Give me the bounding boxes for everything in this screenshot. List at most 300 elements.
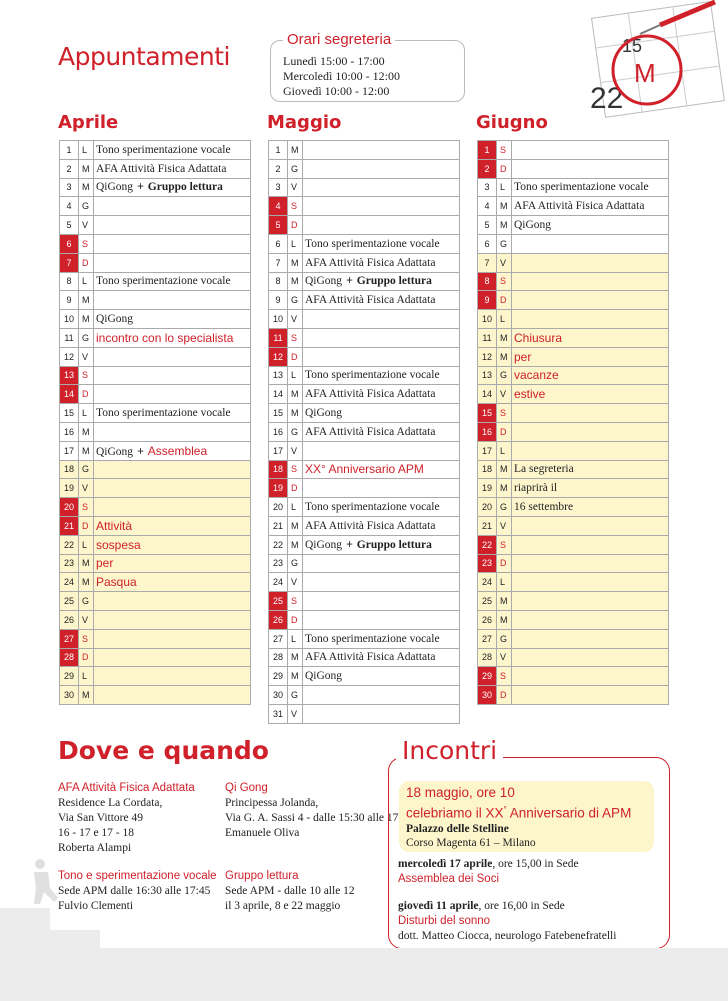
day-letter: D <box>288 347 303 366</box>
day-letter: M <box>79 554 94 573</box>
day-letter: D <box>79 648 94 667</box>
day-letter: G <box>79 197 94 216</box>
day-number: 21 <box>269 516 288 535</box>
plus-sign: + <box>346 538 353 551</box>
calendar-row <box>478 460 669 479</box>
calendar-row <box>478 272 669 291</box>
day-letter: V <box>288 310 303 329</box>
day-number: 21 <box>60 516 79 535</box>
day-number: 18 <box>478 460 497 479</box>
info-heading: Qi Gong <box>225 782 268 794</box>
calendar-row <box>478 404 669 423</box>
calendar-row <box>269 272 460 291</box>
day-number: 24 <box>60 573 79 592</box>
event-text: AFA Attività Fisica Adattata <box>305 294 436 307</box>
day-event <box>512 328 669 347</box>
day-event <box>303 216 460 235</box>
day-letter: L <box>288 629 303 648</box>
day-number: 14 <box>478 385 497 404</box>
calendar-row <box>478 253 669 272</box>
event-text: XX° Anniversario APM <box>305 462 424 477</box>
day-event <box>512 441 669 460</box>
info-line: 16 - 17 e 17 - 18 <box>58 827 135 839</box>
day-number: 19 <box>60 479 79 498</box>
day-number: 27 <box>60 629 79 648</box>
info-line: Residence La Cordata, <box>58 797 163 809</box>
calendar-row <box>478 234 669 253</box>
calendar-row <box>478 422 669 441</box>
day-number: 1 <box>269 141 288 160</box>
office-hours-line: Mercoledì 10:00 - 12:00 <box>283 69 400 83</box>
office-hours-box <box>270 31 465 102</box>
calendar-june <box>477 140 669 705</box>
day-letter: M <box>288 667 303 686</box>
day-letter: L <box>79 272 94 291</box>
day-letter: S <box>288 592 303 611</box>
anniversary-venue: Palazzo delle Stelline <box>406 822 509 835</box>
calendar-row <box>60 272 251 291</box>
day-letter: D <box>288 216 303 235</box>
day-number: 2 <box>478 159 497 178</box>
calendar-row <box>60 610 251 629</box>
climbing-figure-icon <box>22 858 62 910</box>
event-sonno <box>398 899 616 944</box>
day-letter: V <box>497 253 512 272</box>
day-letter: M <box>79 686 94 705</box>
day-number: 21 <box>478 516 497 535</box>
day-number: 2 <box>269 159 288 178</box>
event-detail: dott. Matteo Ciocca, neurologo Fatebenefratelli <box>398 930 617 942</box>
day-number: 24 <box>269 573 288 592</box>
day-letter: D <box>497 686 512 705</box>
calendar-row <box>60 328 251 347</box>
day-number: 17 <box>60 441 79 460</box>
calendar-row <box>269 197 460 216</box>
day-event <box>512 310 669 329</box>
day-event <box>512 460 669 479</box>
day-letter: V <box>79 610 94 629</box>
calendar-row <box>60 422 251 441</box>
plus-sign: + <box>346 275 353 288</box>
day-number: 30 <box>269 686 288 705</box>
calendar-row <box>269 422 460 441</box>
step-decoration <box>50 930 100 955</box>
day-letter: V <box>288 441 303 460</box>
anniversary-text <box>406 784 631 850</box>
calendar-row <box>478 535 669 554</box>
info-heading: Gruppo lettura <box>225 870 299 882</box>
day-number: 26 <box>478 610 497 629</box>
day-number: 6 <box>478 234 497 253</box>
anniversary-date: 18 maggio, ore 10 <box>406 785 515 800</box>
event-text: vacanze <box>514 368 559 383</box>
day-letter: D <box>497 422 512 441</box>
day-event <box>512 422 669 441</box>
day-number: 20 <box>269 498 288 517</box>
calendar-row <box>269 347 460 366</box>
day-letter: S <box>79 498 94 517</box>
section-title-incontri: Incontri <box>396 736 503 765</box>
month-title-april: Aprile <box>58 112 119 133</box>
calendar-row <box>269 516 460 535</box>
calendar-row <box>60 686 251 705</box>
day-number: 15 <box>60 404 79 423</box>
day-event <box>512 479 669 498</box>
day-event <box>303 460 460 479</box>
day-letter: G <box>497 366 512 385</box>
day-letter: M <box>497 328 512 347</box>
event-text: Chiusura <box>514 330 563 345</box>
calendar-row <box>60 498 251 517</box>
day-number: 16 <box>60 422 79 441</box>
day-letter: D <box>79 253 94 272</box>
event-text: QiGong <box>96 313 134 326</box>
info-line: Emanuele Oliva <box>225 827 300 839</box>
day-letter: M <box>79 422 94 441</box>
day-event <box>94 347 251 366</box>
calendar-logo-icon <box>580 0 728 118</box>
day-number: 9 <box>269 291 288 310</box>
day-event <box>303 441 460 460</box>
day-event <box>303 648 460 667</box>
day-event <box>512 404 669 423</box>
day-event <box>94 629 251 648</box>
calendar-row <box>60 141 251 160</box>
event-text: Tono sperimentazione vocale <box>305 501 440 514</box>
calendar-row <box>269 441 460 460</box>
calendar-row <box>478 441 669 460</box>
info-heading: AFA Attività Fisica Adattata <box>58 782 195 794</box>
day-number: 8 <box>60 272 79 291</box>
calendar-row <box>478 573 669 592</box>
calendar-row <box>269 554 460 573</box>
day-event <box>303 159 460 178</box>
day-letter: M <box>79 178 94 197</box>
day-event <box>94 385 251 404</box>
day-event <box>94 291 251 310</box>
day-event <box>303 310 460 329</box>
day-number: 27 <box>269 629 288 648</box>
event-text: estive <box>514 387 546 402</box>
office-hours-line: Lunedì 15:00 - 17:00 <box>283 54 385 68</box>
anniversary-address: Corso Magenta 61 – Milano <box>406 836 536 849</box>
day-event <box>303 141 460 160</box>
day-number: 4 <box>60 197 79 216</box>
event-text: AFA Attività Fisica Adattata <box>514 200 645 213</box>
day-number: 7 <box>60 253 79 272</box>
day-number: 12 <box>478 347 497 366</box>
day-event <box>303 516 460 535</box>
calendar-row <box>478 498 669 517</box>
event-text: QiGong <box>305 538 343 551</box>
day-number: 14 <box>269 385 288 404</box>
day-number: 15 <box>478 404 497 423</box>
calendar-row <box>478 479 669 498</box>
day-number: 5 <box>478 216 497 235</box>
day-number: 26 <box>60 610 79 629</box>
calendar-row <box>478 648 669 667</box>
day-letter: L <box>288 498 303 517</box>
day-letter: G <box>497 629 512 648</box>
page-title: Appuntamenti <box>58 42 230 71</box>
calendar-row <box>478 629 669 648</box>
calendar-row <box>478 610 669 629</box>
month-title-june: Giugno <box>476 112 548 133</box>
day-number: 24 <box>478 573 497 592</box>
day-event <box>94 216 251 235</box>
event-text: Tono sperimentazione vocale <box>305 369 440 382</box>
event-text: AFA Attività Fisica Adattata <box>305 651 436 664</box>
day-letter: S <box>497 141 512 160</box>
day-event <box>94 535 251 554</box>
calendar-row <box>269 498 460 517</box>
day-letter: M <box>497 216 512 235</box>
day-event <box>512 291 669 310</box>
day-number: 12 <box>269 347 288 366</box>
day-number: 27 <box>478 629 497 648</box>
day-event <box>512 629 669 648</box>
calendar-row <box>478 178 669 197</box>
day-number: 29 <box>269 667 288 686</box>
day-event <box>512 234 669 253</box>
day-letter: D <box>288 610 303 629</box>
day-letter: L <box>497 310 512 329</box>
event-text: Tono sperimentazione vocale <box>96 407 231 420</box>
day-letter: D <box>79 385 94 404</box>
calendar-row <box>60 460 251 479</box>
day-event <box>303 592 460 611</box>
day-letter: V <box>288 178 303 197</box>
event-text: Attività <box>96 518 133 533</box>
calendar-row <box>60 573 251 592</box>
day-number: 19 <box>478 479 497 498</box>
day-event <box>303 535 460 554</box>
logo-number-15: 15 <box>622 36 643 56</box>
calendar-row <box>478 141 669 160</box>
day-event <box>512 516 669 535</box>
day-letter: L <box>79 667 94 686</box>
calendar-row <box>60 648 251 667</box>
day-event <box>94 366 251 385</box>
calendar-row <box>60 667 251 686</box>
calendar-row <box>269 573 460 592</box>
day-letter: G <box>288 686 303 705</box>
event-text: Tono sperimentazione vocale <box>96 275 231 288</box>
calendar-row <box>60 404 251 423</box>
calendar-row <box>60 535 251 554</box>
event-text-2: Gruppo lettura <box>147 181 223 194</box>
month-title-may: Maggio <box>267 112 342 133</box>
plus-sign: + <box>137 445 144 458</box>
info-qigong <box>225 781 398 841</box>
day-letter: L <box>497 441 512 460</box>
day-number: 20 <box>478 498 497 517</box>
day-event <box>94 272 251 291</box>
calendar-row <box>478 159 669 178</box>
day-number: 2 <box>60 159 79 178</box>
day-event <box>94 141 251 160</box>
day-event <box>94 234 251 253</box>
event-text: AFA Attività Fisica Adattata <box>305 256 436 269</box>
day-number: 8 <box>478 272 497 291</box>
day-event <box>512 554 669 573</box>
day-event <box>303 667 460 686</box>
day-number: 30 <box>60 686 79 705</box>
calendar-april <box>59 140 251 705</box>
day-event <box>94 648 251 667</box>
calendar-row <box>478 385 669 404</box>
day-number: 25 <box>269 592 288 611</box>
day-number: 20 <box>60 498 79 517</box>
day-event <box>94 197 251 216</box>
day-letter: G <box>288 554 303 573</box>
calendar-row <box>60 310 251 329</box>
event-text: Tono sperimentazione vocale <box>514 181 649 194</box>
day-event <box>512 610 669 629</box>
calendar-row <box>60 197 251 216</box>
day-letter: M <box>288 385 303 404</box>
day-number: 11 <box>269 328 288 347</box>
event-text: AFA Attività Fisica Adattata <box>305 388 436 401</box>
calendar-row <box>269 234 460 253</box>
day-event <box>303 610 460 629</box>
day-event <box>303 422 460 441</box>
calendar-row <box>60 554 251 573</box>
calendar-row <box>478 197 669 216</box>
calendar-row <box>269 686 460 705</box>
event-text: Tono sperimentazione vocale <box>305 632 440 645</box>
day-number: 29 <box>60 667 79 686</box>
day-event <box>303 253 460 272</box>
event-text: 16 settembre <box>514 501 574 514</box>
day-event <box>303 328 460 347</box>
calendar-row <box>269 404 460 423</box>
day-number: 18 <box>60 460 79 479</box>
day-number: 7 <box>269 253 288 272</box>
day-number: 22 <box>478 535 497 554</box>
day-letter: V <box>288 704 303 723</box>
calendar-row <box>478 667 669 686</box>
day-number: 10 <box>478 310 497 329</box>
info-line: Fulvio Clementi <box>58 900 134 912</box>
calendar-row <box>478 554 669 573</box>
day-event <box>94 253 251 272</box>
day-number: 6 <box>269 234 288 253</box>
day-letter: S <box>79 629 94 648</box>
logo-letter: M <box>634 58 656 88</box>
day-number: 16 <box>478 422 497 441</box>
day-letter: M <box>79 291 94 310</box>
day-event <box>303 686 460 705</box>
event-title: Disturbi del sonno <box>398 915 491 927</box>
day-number: 11 <box>478 328 497 347</box>
day-number: 12 <box>60 347 79 366</box>
day-letter: V <box>79 347 94 366</box>
calendar-row <box>478 516 669 535</box>
plus-sign: + <box>137 181 144 194</box>
day-letter: D <box>497 554 512 573</box>
day-event <box>94 310 251 329</box>
calendar-row <box>60 516 251 535</box>
day-letter: G <box>497 498 512 517</box>
section-title-dove: Dove e quando <box>58 736 269 765</box>
day-letter: M <box>288 516 303 535</box>
day-letter: V <box>288 573 303 592</box>
event-text: Pasqua <box>96 575 137 590</box>
day-event <box>512 159 669 178</box>
day-event <box>303 498 460 517</box>
day-letter: M <box>288 648 303 667</box>
day-letter: V <box>497 385 512 404</box>
day-letter: D <box>79 516 94 535</box>
anniversary-title: celebriamo il XX° Anniversario di APM <box>406 805 632 821</box>
day-event <box>303 479 460 498</box>
day-event <box>303 197 460 216</box>
day-number: 6 <box>60 234 79 253</box>
day-number: 23 <box>478 554 497 573</box>
day-letter: S <box>79 366 94 385</box>
event-title: Assemblea dei Soci <box>398 873 499 885</box>
info-gruppo <box>225 869 355 914</box>
day-letter: M <box>79 441 94 460</box>
calendar-row <box>269 610 460 629</box>
day-event <box>94 686 251 705</box>
calendar-row <box>269 253 460 272</box>
event-text: per <box>96 556 114 571</box>
day-letter: G <box>288 422 303 441</box>
day-event <box>512 535 669 554</box>
info-line: Sede APM - dalle 10 alle 12 <box>225 885 355 897</box>
day-letter: G <box>79 592 94 611</box>
day-event <box>512 347 669 366</box>
day-letter: V <box>497 516 512 535</box>
day-event <box>303 234 460 253</box>
day-letter: L <box>288 366 303 385</box>
day-event <box>94 573 251 592</box>
day-event <box>512 498 669 517</box>
calendar-row <box>478 291 669 310</box>
event-text: QiGong <box>96 445 134 458</box>
calendar-row <box>269 216 460 235</box>
day-number: 25 <box>60 592 79 611</box>
day-letter: L <box>497 178 512 197</box>
day-letter: V <box>79 479 94 498</box>
info-afa <box>58 781 195 856</box>
day-number: 1 <box>60 141 79 160</box>
day-letter: M <box>288 404 303 423</box>
day-event <box>94 592 251 611</box>
day-number: 14 <box>60 385 79 404</box>
day-letter: L <box>79 404 94 423</box>
day-letter: L <box>79 535 94 554</box>
day-number: 13 <box>269 366 288 385</box>
day-letter: M <box>497 479 512 498</box>
day-letter: M <box>79 573 94 592</box>
day-letter: M <box>288 272 303 291</box>
day-letter: S <box>497 667 512 686</box>
calendar-row <box>269 366 460 385</box>
day-letter: M <box>288 141 303 160</box>
event-text-2: Gruppo lettura <box>356 538 432 551</box>
calendar-row <box>269 648 460 667</box>
day-event <box>303 291 460 310</box>
day-event <box>512 667 669 686</box>
day-event <box>94 404 251 423</box>
day-number: 28 <box>269 648 288 667</box>
day-event <box>303 385 460 404</box>
day-number: 23 <box>269 554 288 573</box>
day-number: 11 <box>60 328 79 347</box>
